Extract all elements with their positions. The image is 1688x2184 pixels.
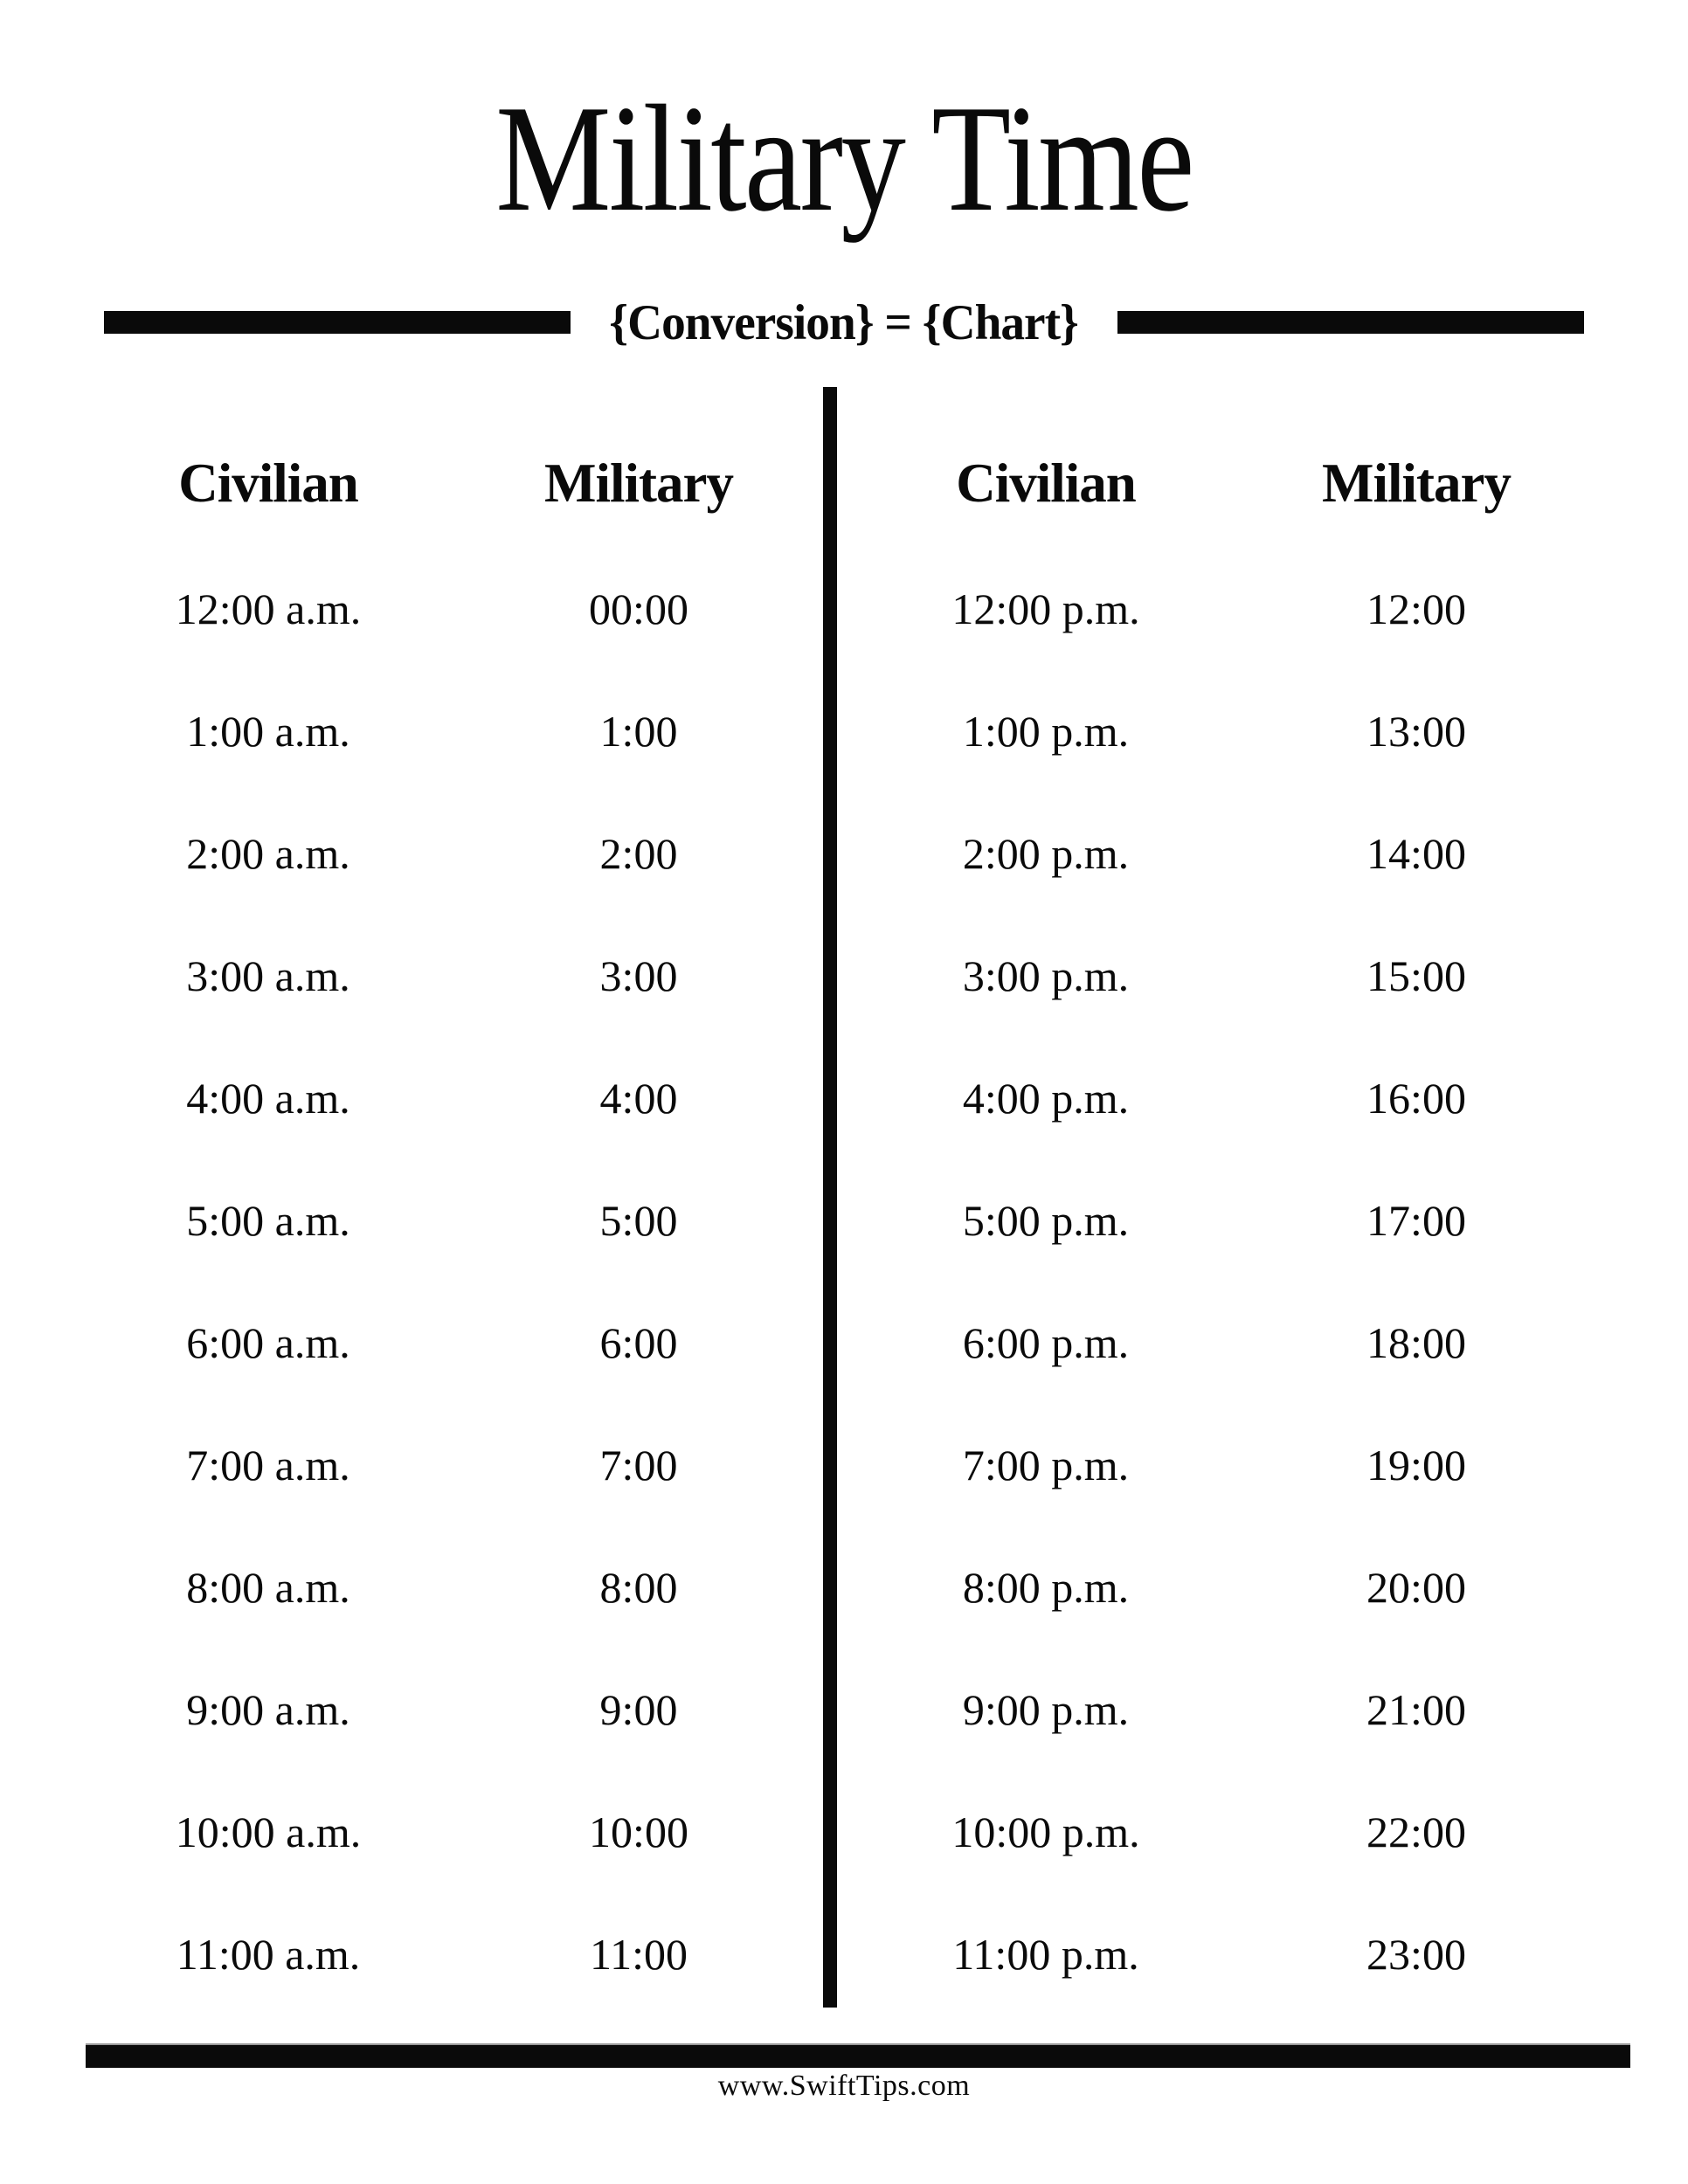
civilian-time-cell: 3:00 a.m. [186,951,350,1000]
military-time-cell: 12:00 [1366,584,1466,633]
table-row [83,1526,824,1648]
table-row [861,1648,1602,1771]
civilian-column-header: Civilian [956,453,1136,514]
civilian-time-cell: 7:00 a.m. [186,1441,350,1489]
table-header-row [861,419,1602,548]
conversion-table-pm [861,419,1602,2015]
military-column-header: Military [544,453,733,514]
military-time-cell: 23:00 [1366,1930,1466,1979]
military-time-cell: 17:00 [1366,1196,1466,1245]
military-time-cell: 20:00 [1366,1563,1466,1612]
subtitle-row [0,288,1688,356]
table-row [83,1648,824,1771]
civilian-time-cell: 12:00 p.m. [951,584,1140,633]
military-time-cell: 15:00 [1366,951,1466,1000]
military-time-cell: 21:00 [1366,1685,1466,1734]
civilian-time-cell: 6:00 p.m. [962,1318,1130,1367]
civilian-time-cell: 8:00 p.m. [962,1563,1130,1612]
table-row [861,1526,1602,1648]
civilian-column-header: Civilian [178,453,358,514]
civilian-time-cell: 4:00 a.m. [186,1074,350,1123]
military-time-cell: 6:00 [599,1318,678,1367]
military-time-cell: 14:00 [1366,829,1466,878]
vertical-divider [823,387,837,2008]
civilian-time-cell: 2:00 a.m. [186,829,350,878]
civilian-time-cell: 1:00 a.m. [186,707,350,756]
table-row [83,1893,824,2015]
military-time-cell: 00:00 [589,584,688,633]
military-time-cell: 19:00 [1366,1441,1466,1489]
civilian-time-cell: 5:00 p.m. [962,1196,1130,1245]
table-row [83,670,824,792]
military-time-cell: 4:00 [599,1074,678,1123]
table-row [861,1771,1602,1893]
table-row [861,670,1602,792]
table-row [861,1159,1602,1282]
military-time-cell: 2:00 [599,829,678,878]
table-row [861,1893,1602,2015]
bottom-divider-bar [86,2043,1630,2068]
table-row [83,1282,824,1404]
military-time-cell: 8:00 [599,1563,678,1612]
military-time-cell: 18:00 [1366,1318,1466,1367]
civilian-time-cell: 11:00 a.m. [176,1930,361,1979]
table-row [861,792,1602,915]
conversion-table-am [83,419,824,2015]
table-row [83,1159,824,1282]
table-row [83,792,824,915]
military-time-cell: 3:00 [599,951,678,1000]
footer-url: www.SwiftTips.com [717,2070,971,2102]
table-row [861,915,1602,1037]
military-time-cell: 11:00 [589,1930,688,1979]
military-time-cell: 9:00 [599,1685,678,1734]
table-row [83,548,824,670]
civilian-time-cell: 10:00 a.m. [175,1807,362,1856]
military-time-cell: 13:00 [1366,707,1466,756]
military-time-cell: 5:00 [599,1196,678,1245]
military-time-cell: 22:00 [1366,1807,1466,1856]
civilian-time-cell: 12:00 a.m. [175,584,362,633]
civilian-time-cell: 11:00 p.m. [952,1930,1139,1979]
civilian-time-cell: 1:00 p.m. [962,707,1130,756]
civilian-time-cell: 2:00 p.m. [962,829,1130,878]
table-row [83,1037,824,1159]
table-row [861,1404,1602,1526]
civilian-time-cell: 3:00 p.m. [962,951,1130,1000]
page-title: Military Time [495,73,1193,243]
military-time-cell: 16:00 [1366,1074,1466,1123]
right-divider-bar [1117,311,1584,334]
civilian-time-cell: 4:00 p.m. [962,1074,1130,1123]
civilian-time-cell: 10:00 p.m. [951,1807,1140,1856]
military-time-cell: 7:00 [599,1441,678,1489]
table-row [861,548,1602,670]
civilian-time-cell: 9:00 p.m. [962,1685,1130,1734]
table-row [861,1282,1602,1404]
table-row [83,1771,824,1893]
civilian-time-cell: 8:00 a.m. [186,1563,350,1612]
table-header-row [83,419,824,548]
civilian-time-cell: 7:00 p.m. [962,1441,1130,1489]
military-column-header: Military [1322,453,1511,514]
military-time-cell: 1:00 [599,707,678,756]
civilian-time-cell: 5:00 a.m. [186,1196,350,1245]
table-row [83,1404,824,1526]
left-divider-bar [104,311,571,334]
page-subtitle: {Conversion} = {Chart} [609,294,1079,350]
table-row [83,915,824,1037]
table-row [861,1037,1602,1159]
civilian-time-cell: 9:00 a.m. [186,1685,350,1734]
civilian-time-cell: 6:00 a.m. [186,1318,350,1367]
military-time-cell: 10:00 [589,1807,688,1856]
